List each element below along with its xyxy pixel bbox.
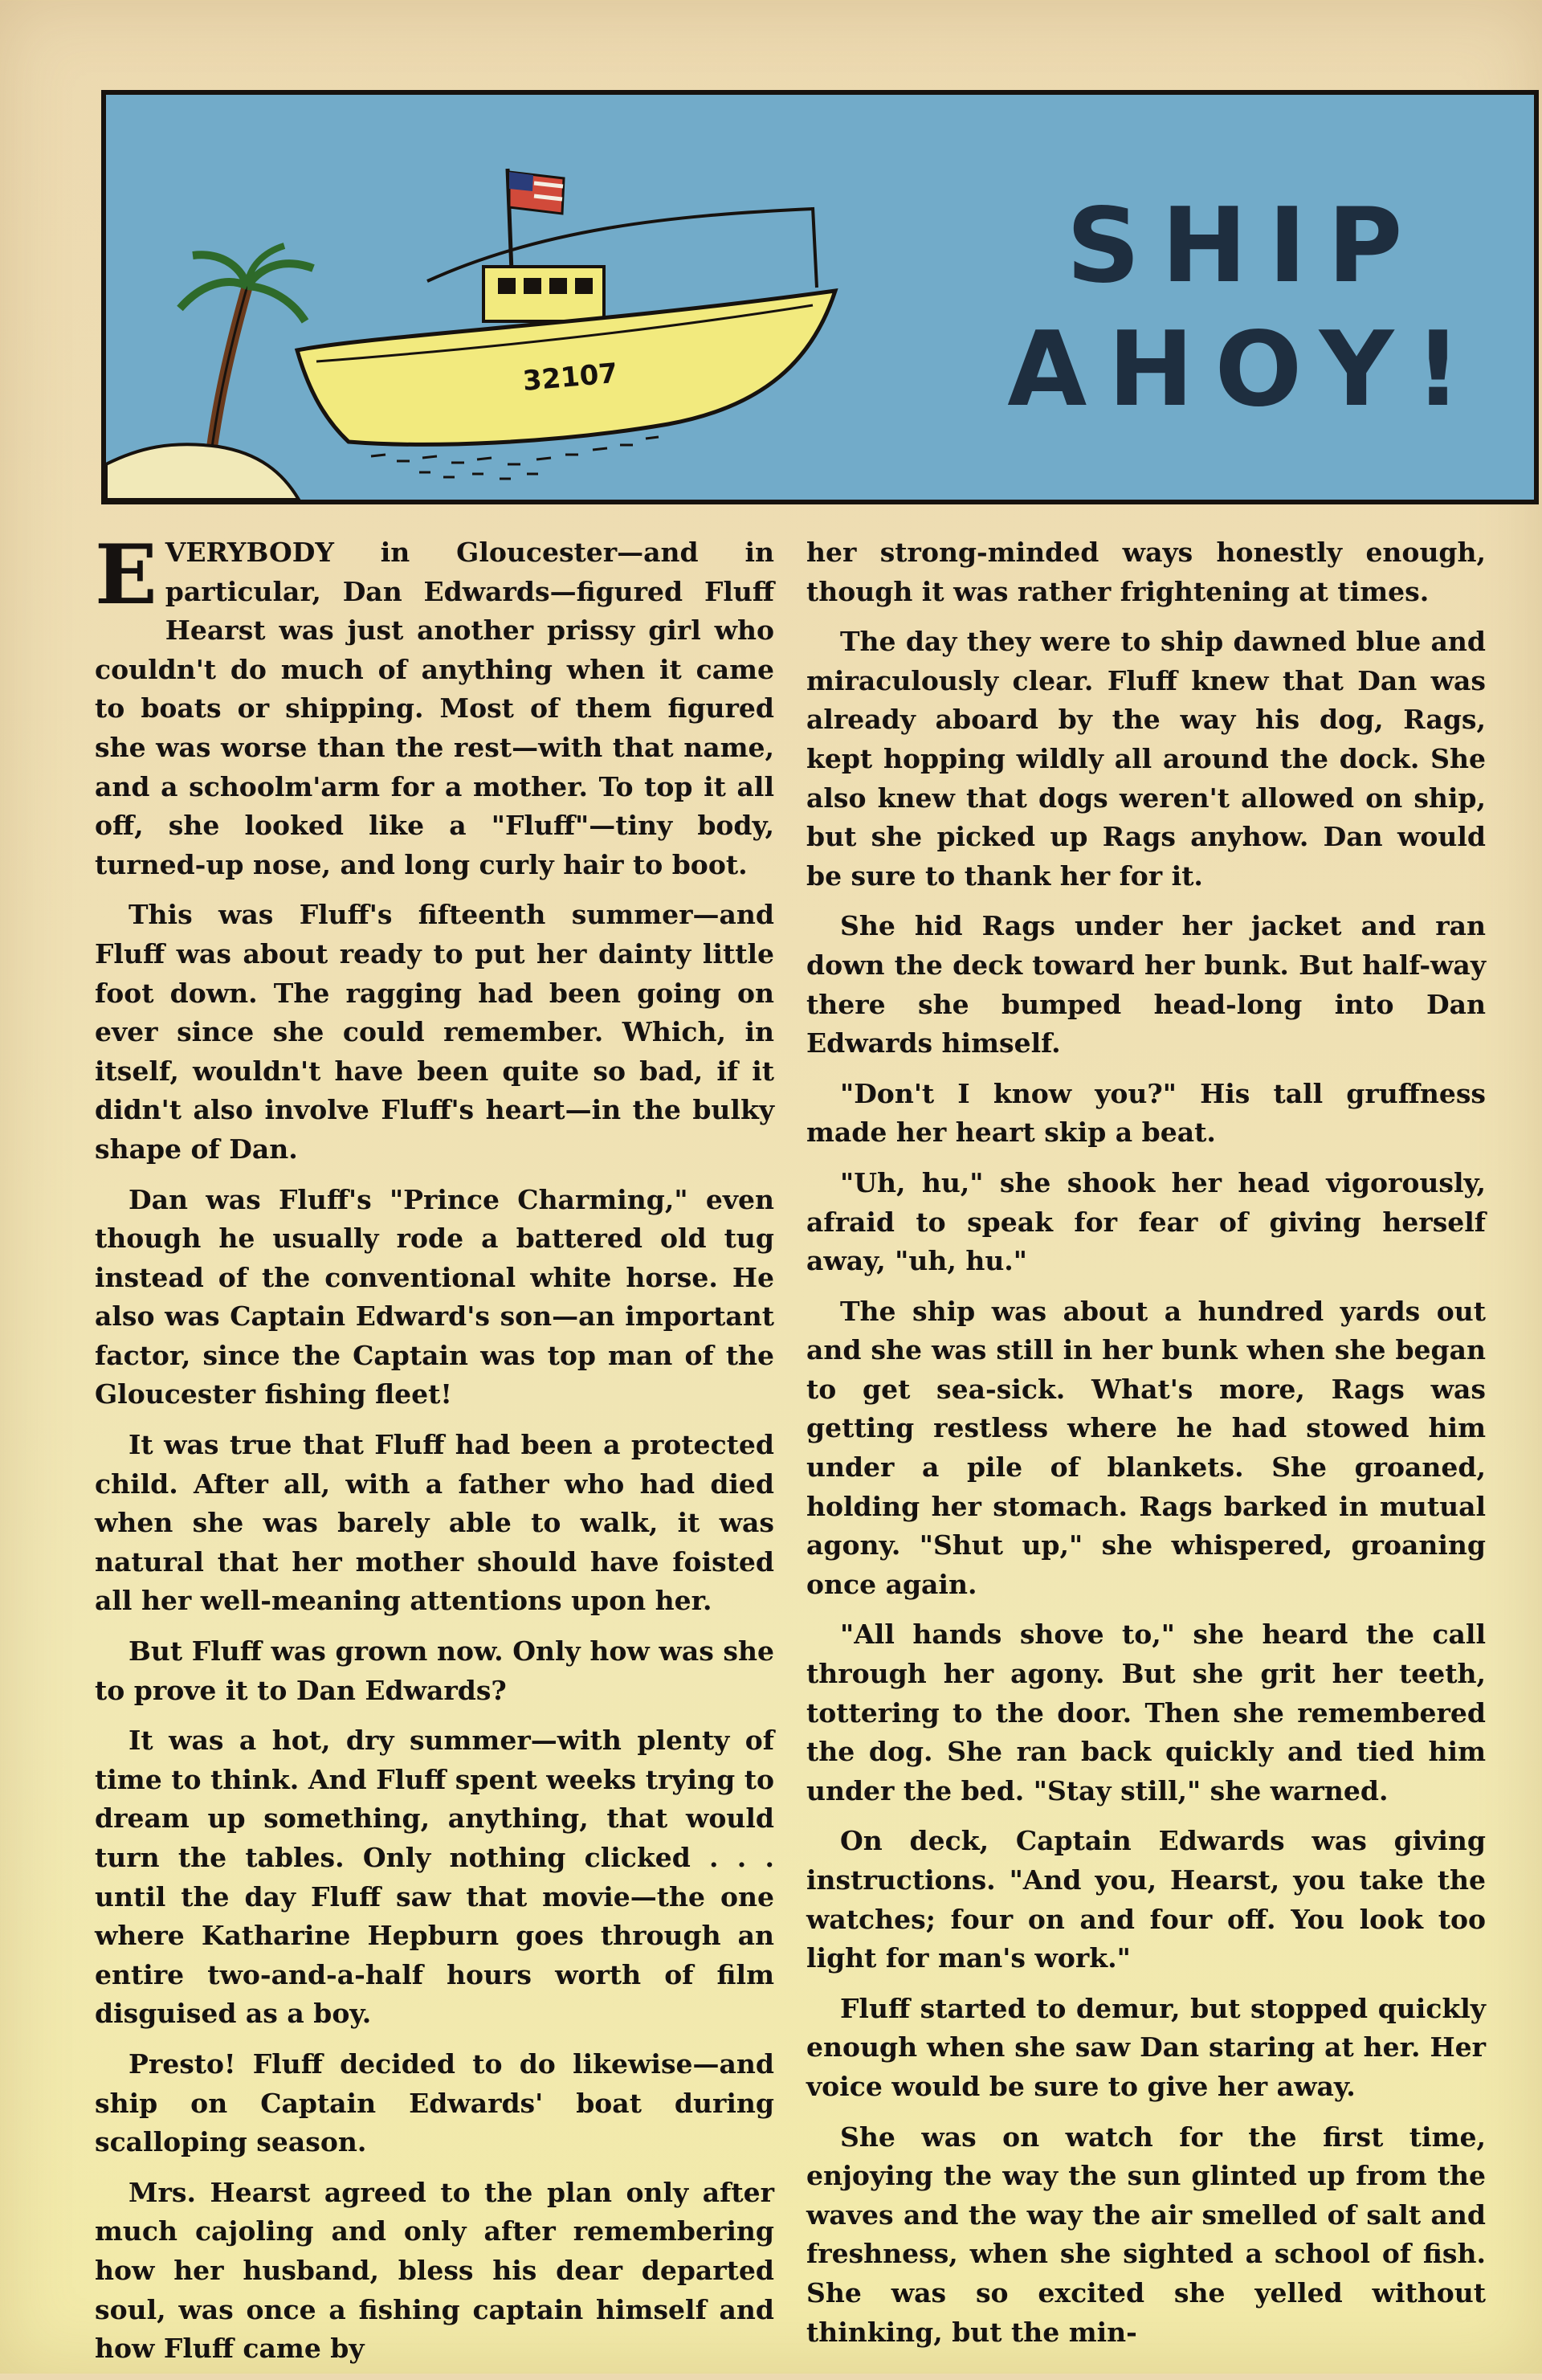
left-column xyxy=(95,527,774,2380)
paragraph: She was on watch for the first time, enjoying the way the sun glinted up from the waves and the way the air smelled of salt and freshness, when she sighted a school of fish. She was so excited she yelled without thinking, but the min- xyxy=(806,2121,1486,2348)
paragraph: The day they were to ship dawned blue and miraculously clear. Fluff knew that Dan was already aboard by the way his dog, Rags, kept hopping wildly all around the dock. She also knew that dogs weren't allowed on ship, but she picked up Rags anyhow. Dan would be sure to thank her for it. xyxy=(806,626,1486,892)
paragraph: This was Fluff's fifteenth summer—and Fluff was about ready to put her dainty little foot down. The ragging had been going on ever since she could remember. Which, in itself, wouldn't have been quite so bad, if it didn't also involve Fluff's heart—in the bulky shape of Dan. xyxy=(95,899,774,1165)
paragraph: But Fluff was grown now. Only how was she to prove it to Dan Edwards? xyxy=(95,1635,774,1706)
palm-tree-icon xyxy=(180,246,313,472)
paragraph: her strong-minded ways honestly enough, though it was rather frightening at times. xyxy=(806,537,1486,607)
paragraph: The ship was about a hundred yards out and she was still in her bunk when she began to get sea-sick. What's more, Rags was getting restless where he had stowed him under a pile of blankets. She groaned, holding her stomach. Rags barked in mutual agony. "Shut up," she whispered, groaning once again. xyxy=(806,1295,1486,1600)
paragraph: Fluff started to demur, but stopped quickly enough when she saw Dan staring at her. Her voice would be sure to give her away. xyxy=(806,1992,1486,2102)
paragraph: "Uh, hu," she shook her head vigorously, afraid to speak for fear of giving herself away, "uh, hu." xyxy=(806,1166,1486,1277)
title-banner xyxy=(101,90,1539,504)
paragraph: "All hands shove to," she heard the call through her agony. But she grit her teeth, tottering to the door. Then she remembered the dog. She ran back quickly and tied him under the bed. "Stay still," she warned. xyxy=(806,1619,1486,1806)
paragraph: She hid Rags under her jacket and ran down the deck toward her bunk. But half-way there she bumped head-long into Dan Edwards himself. xyxy=(806,910,1486,1059)
paragraph: EVERYBODY in Gloucester—and in particular, Dan Edwards—figured Fluff Hearst was just another prissy girl who couldn't do much of anything when it came to boats or shipping. Most of them figured she was worse than the rest—with that name, and a schoolm'arm for a mother. To top it all off, she looked like a "Fluff"—tiny body, turned-up nose, and long curly hair to boot. xyxy=(95,527,774,880)
boat-illustration xyxy=(106,95,909,500)
paragraph: "Don't I know you?" His tall gruffness made her heart skip a beat. xyxy=(806,1077,1486,1149)
paragraph: Presto! Fluff decided to do likewise—and ship on Captain Edwards' boat during scalloping season. xyxy=(95,2047,774,2158)
drop-cap: E xyxy=(95,527,157,623)
sand-island xyxy=(106,444,299,500)
right-column xyxy=(806,533,1486,2380)
paragraph: It was a hot, dry summer—with plenty of time to think. And Fluff spent weeks trying to dream up something, anything, that would turn the tables. Only nothing clicked . . . until the day Fluff saw that movie—the one where Katharine Hepburn goes through an entire two-and-a-half hours worth of film disguised as a boy. xyxy=(95,1725,774,2030)
title-line-ahoy: AHOY! xyxy=(1007,309,1483,430)
title-line-ship: SHIP xyxy=(1066,186,1424,306)
paragraph: On deck, Captain Edwards was giving instructions. "And you, Hearst, you take the watches; four on and four off. You look too light for man's work." xyxy=(806,1825,1486,1974)
paragraph: It was true that Fluff had been a protected child. After all, with a father who had died when she was barely able to walk, it was natural that her mother should have foisted all her well-meaning attentions upon her. xyxy=(95,1429,774,1617)
boat-number: 32107 xyxy=(521,357,619,398)
paragraph: Dan was Fluff's "Prince Charming," even though he usually rode a battered old tug instead of the conventional white horse. He also was Captain Edward's son—an important factor, since the Captain was top man of the Gloucester fishing fleet! xyxy=(95,1183,774,1410)
paragraph: Mrs. Hearst agreed to the plan only after much cajoling and only after remembering how her husband, bless his dear departed soul, was once a fishing captain himself and how Fluff came by xyxy=(95,2176,774,2365)
story-title xyxy=(988,185,1502,431)
story-text xyxy=(95,527,1486,2380)
